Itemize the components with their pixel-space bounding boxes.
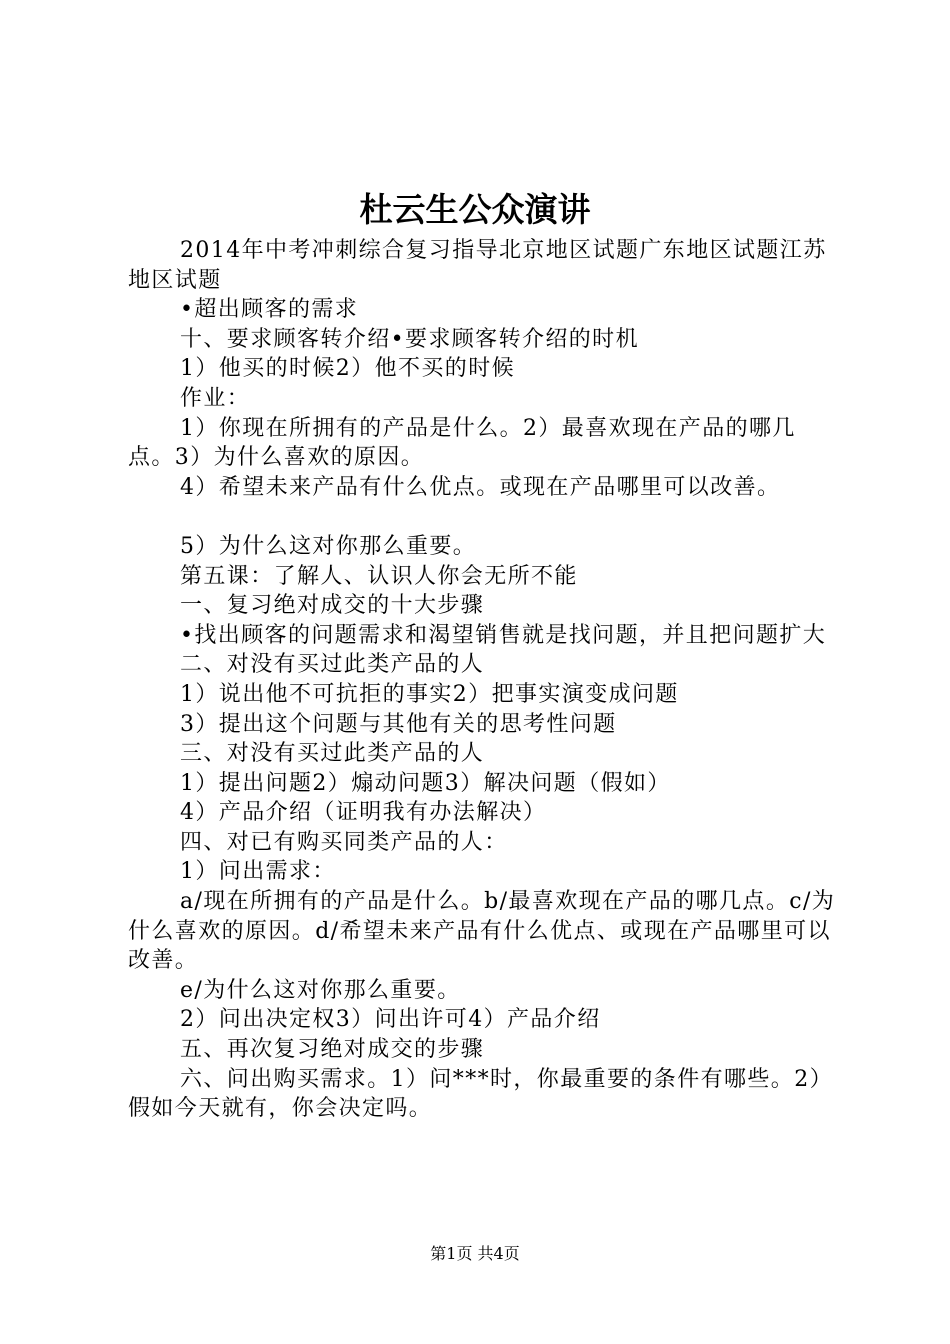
paragraph: 六、问出购买需求。1）问***时，你最重要的条件有哪些。2）假如今天就有，你会决定吗。: [128, 1066, 833, 1122]
paragraph: 2）问出决定权3）问出许可4）产品介绍: [180, 1007, 601, 1033]
paragraph: 2014年中考冲刺综合复习指导北京地区试题广东地区试题江苏地区试题: [128, 238, 827, 293]
blank-line: [128, 502, 836, 532]
paragraph: 3）提出这个问题与其他有关的思考性问题: [180, 711, 617, 737]
document-title: 杜云生公众演讲: [359, 190, 591, 229]
paragraph: 4）希望未来产品有什么优点。或现在产品哪里可以改善。: [180, 474, 781, 500]
paragraph: 三、对没有买过此类产品的人: [180, 741, 485, 767]
paragraph: 二、对没有买过此类产品的人: [180, 652, 485, 678]
paragraph: 1）他买的时候2）他不买的时候: [180, 356, 515, 382]
paragraph: 一、复习绝对成交的十大步骤: [180, 593, 485, 619]
paragraph: 5）为什么这对你那么重要。: [180, 533, 477, 559]
paragraph: 五、再次复习绝对成交的步骤: [180, 1037, 485, 1063]
paragraph: a/现在所拥有的产品是什么。b/最喜欢现在产品的哪几点。c/为什么喜欢的原因。d/希望未来产品有什么优点、或现在产品哪里可以改善。: [128, 889, 836, 974]
paragraph: 第五课：了解人、认识人你会无所不能: [180, 563, 578, 589]
paragraph: 1）提出问题2）煽动问题3）解决问题（假如）: [180, 770, 671, 796]
paragraph: •超出顾客的需求: [180, 297, 359, 323]
page-footer: 第1页 共4页: [430, 1244, 520, 1263]
paragraph: •找出顾客的问题需求和渴望销售就是找问题，并且把问题扩大: [180, 622, 827, 648]
document-body: [128, 236, 836, 1124]
paragraph: 十、要求顾客转介绍•要求顾客转介绍的时机: [180, 326, 639, 352]
paragraph: 1）你现在所拥有的产品是什么。2）最喜欢现在产品的哪几点。3）为什么喜欢的原因。: [128, 415, 796, 471]
paragraph: 1）问出需求：: [180, 859, 336, 885]
paragraph: 1）说出他不可抗拒的事实2）把事实演变成问题: [180, 681, 679, 707]
paragraph: 四、对已有购买同类产品的人：: [180, 829, 508, 855]
paragraph: e/为什么这对你那么重要。: [180, 977, 461, 1003]
paragraph: 4）产品介绍（证明我有办法解决）: [180, 800, 547, 826]
paragraph: 作业：: [180, 385, 251, 411]
